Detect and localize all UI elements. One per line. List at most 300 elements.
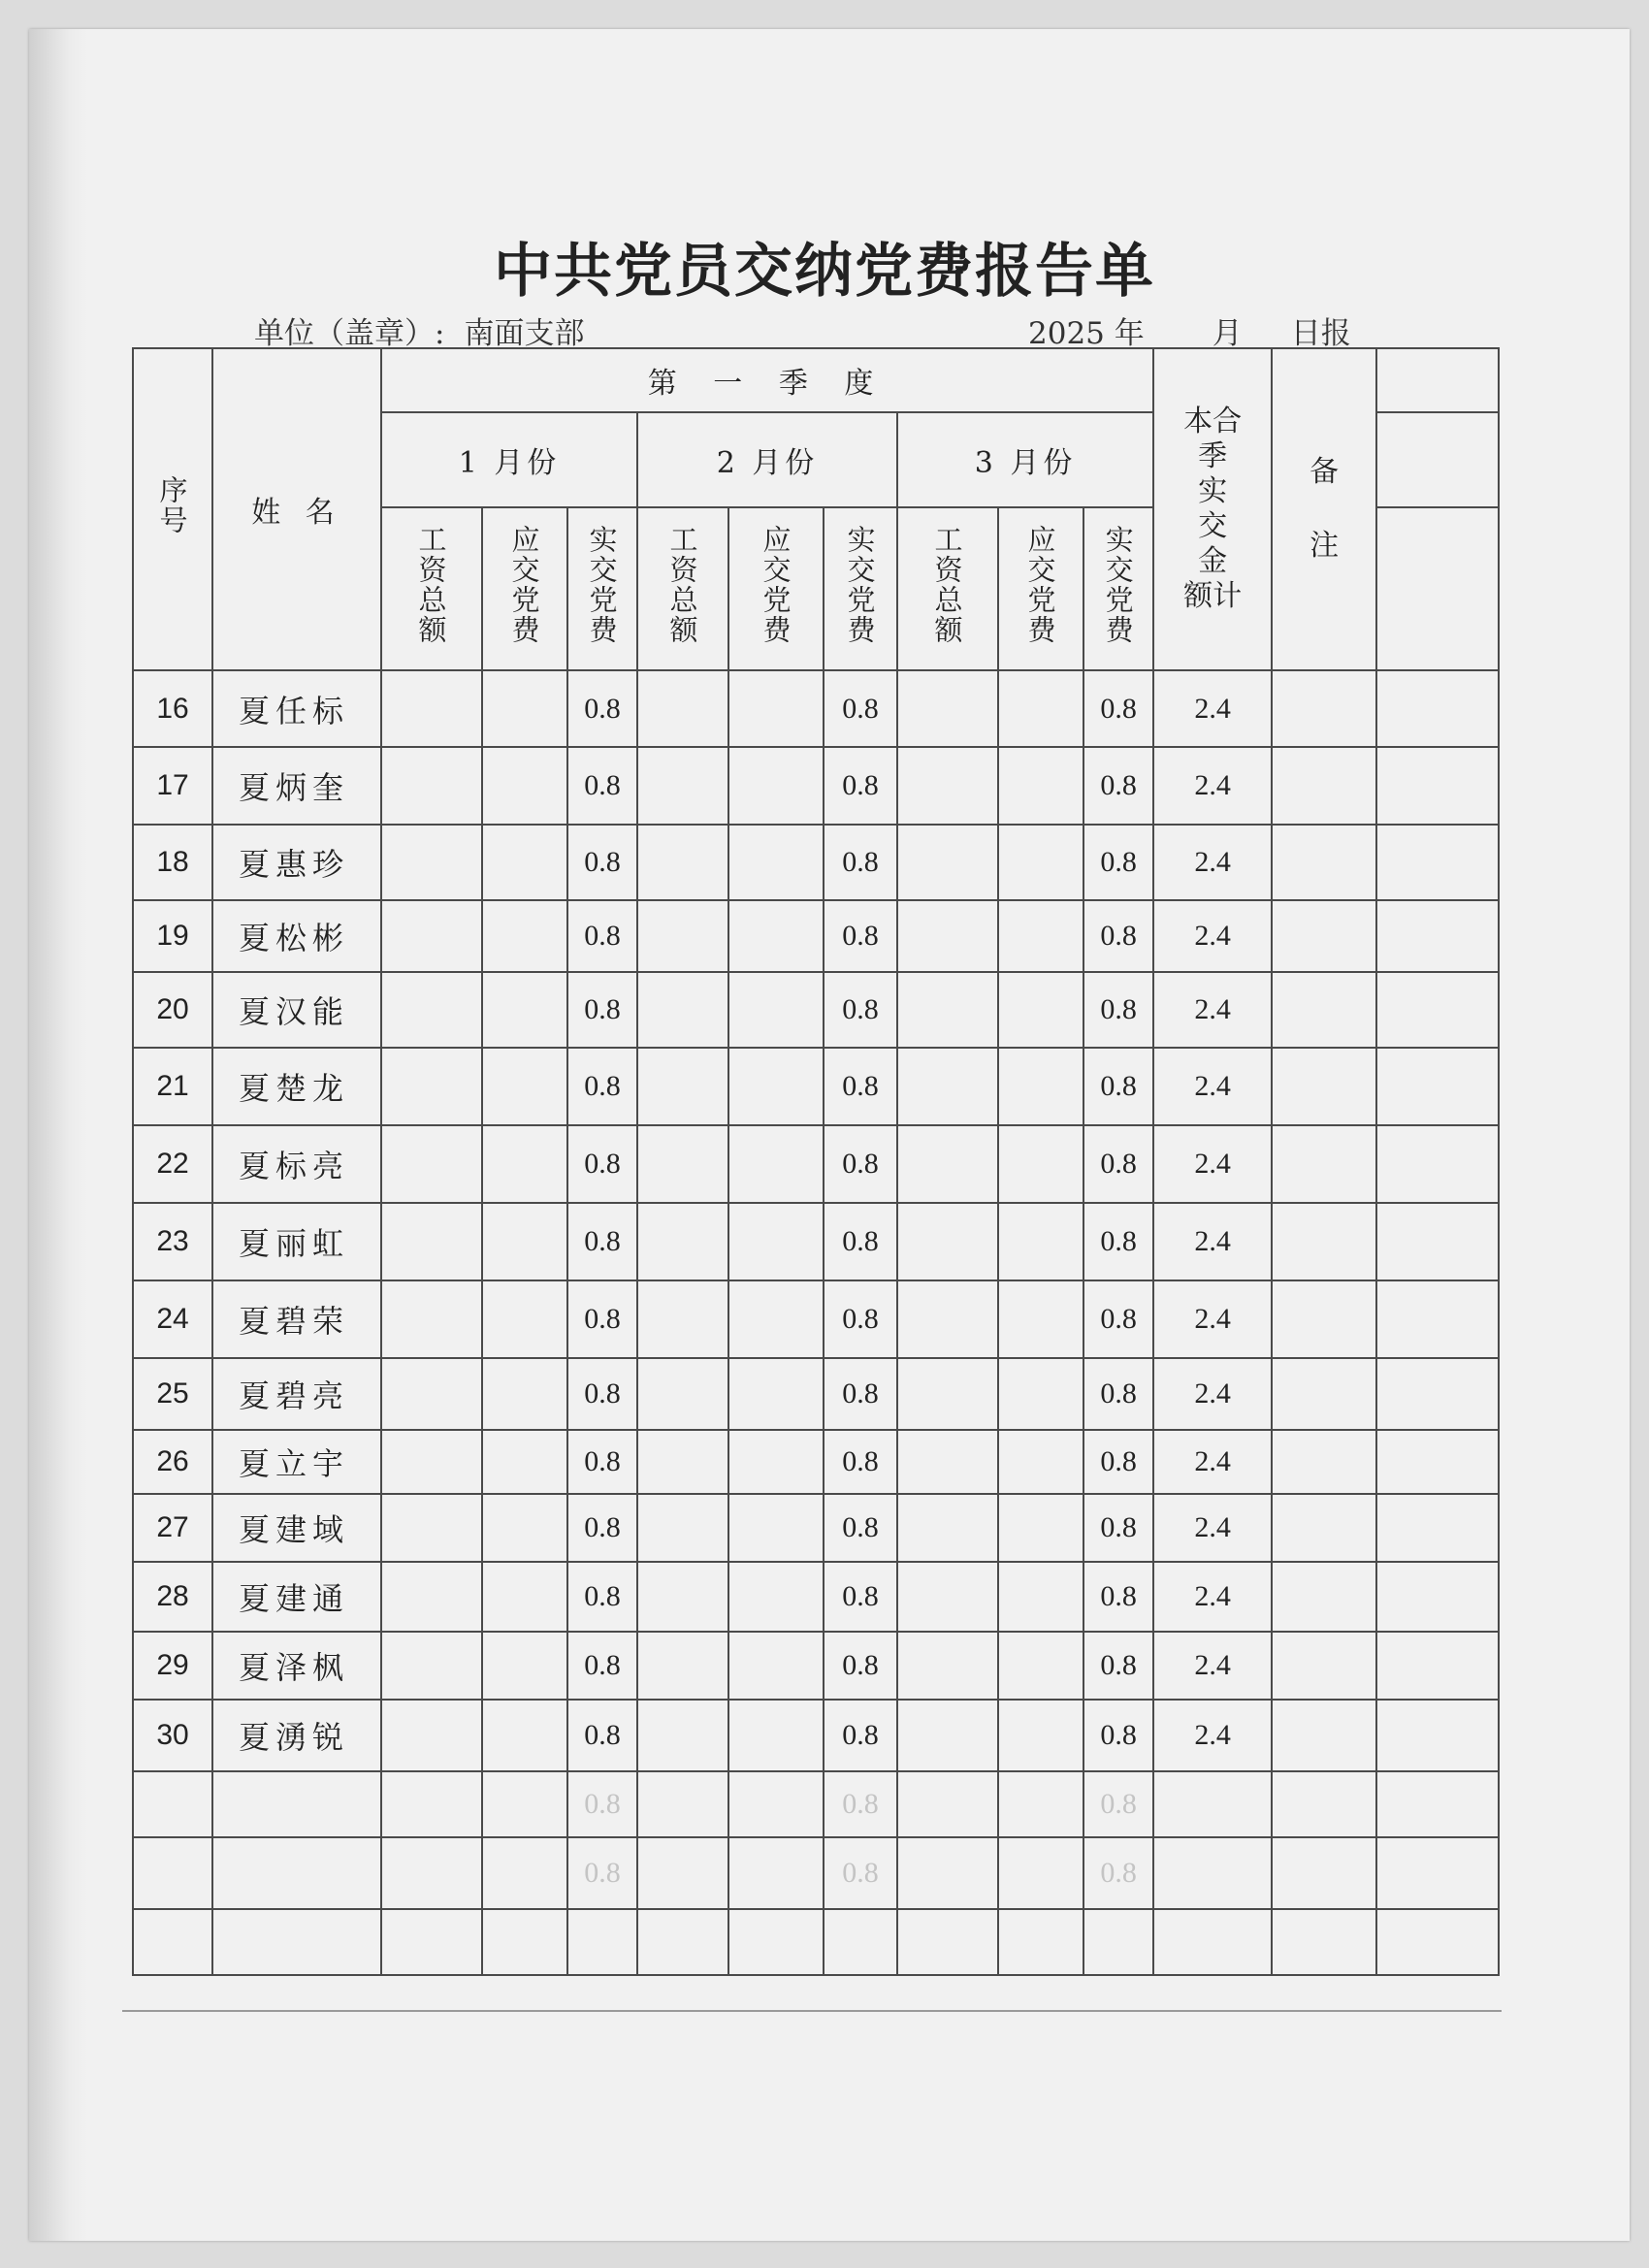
salary-m1 — [381, 1430, 482, 1494]
row-extra — [1376, 972, 1499, 1048]
salary-m3 — [897, 972, 998, 1048]
due-m1 — [482, 1048, 567, 1125]
header-month-1: 1 月份 — [381, 412, 637, 507]
due-m1 — [482, 1632, 567, 1700]
paid-m1: 0.8 — [567, 972, 637, 1048]
due-m2 — [728, 1909, 824, 1975]
due-m3 — [998, 1632, 1083, 1700]
row-remark — [1272, 1048, 1376, 1125]
due-m3 — [998, 1562, 1083, 1632]
row-remark — [1272, 1358, 1376, 1430]
row-index — [133, 1771, 212, 1837]
paid-m1: 0.8 — [567, 1125, 637, 1203]
row-remark — [1272, 825, 1376, 900]
row-remark — [1272, 1494, 1376, 1562]
salary-m2 — [637, 1909, 728, 1975]
salary-m2 — [637, 1837, 728, 1909]
due-m3 — [998, 1700, 1083, 1771]
header-paid-3: 实交党费 — [1083, 507, 1153, 670]
header-remark: 备 注 — [1272, 348, 1376, 670]
salary-m2 — [637, 1430, 728, 1494]
row-total — [1153, 1909, 1272, 1975]
row-remark — [1272, 1280, 1376, 1358]
due-m3 — [998, 1358, 1083, 1430]
row-name: 夏建通 — [212, 1562, 381, 1632]
table-row — [133, 1632, 1499, 1700]
bottom-rule — [122, 2010, 1502, 2012]
salary-m2 — [637, 1632, 728, 1700]
table-row — [133, 747, 1499, 825]
due-m2 — [728, 1203, 824, 1280]
row-total: 2.4 — [1153, 1358, 1272, 1430]
table-row-bleedthrough — [133, 1909, 1499, 1975]
row-extra — [1376, 1203, 1499, 1280]
salary-m1 — [381, 1562, 482, 1632]
paid-m1 — [567, 1909, 637, 1975]
paid-m1: 0.8 — [567, 1280, 637, 1358]
salary-m1 — [381, 1125, 482, 1203]
paid-m3: 0.8 — [1083, 1771, 1153, 1837]
binding-gutter — [29, 29, 87, 2241]
salary-m2 — [637, 1048, 728, 1125]
due-m3 — [998, 1048, 1083, 1125]
row-extra — [1376, 1837, 1499, 1909]
row-remark — [1272, 670, 1376, 747]
row-total: 2.4 — [1153, 900, 1272, 972]
row-extra — [1376, 1771, 1499, 1837]
header-extra-2 — [1376, 412, 1499, 507]
row-extra — [1376, 825, 1499, 900]
row-name: 夏建域 — [212, 1494, 381, 1562]
paid-m3: 0.8 — [1083, 972, 1153, 1048]
row-name: 夏湧锐 — [212, 1700, 381, 1771]
due-m2 — [728, 1280, 824, 1358]
row-name: 夏楚龙 — [212, 1048, 381, 1125]
salary-m1 — [381, 1203, 482, 1280]
paid-m2: 0.8 — [824, 1771, 897, 1837]
table-row-bleedthrough — [133, 1837, 1499, 1909]
header-month-2: 2 月份 — [637, 412, 897, 507]
salary-m3 — [897, 670, 998, 747]
row-name: 夏标亮 — [212, 1125, 381, 1203]
row-remark — [1272, 747, 1376, 825]
due-m2 — [728, 1771, 824, 1837]
row-remark — [1272, 1771, 1376, 1837]
due-m3 — [998, 1280, 1083, 1358]
row-extra — [1376, 1048, 1499, 1125]
salary-m1 — [381, 1358, 482, 1430]
salary-m1 — [381, 1494, 482, 1562]
salary-m3 — [897, 1494, 998, 1562]
salary-m1 — [381, 670, 482, 747]
header-salary-2: 工资总额 — [637, 507, 728, 670]
salary-m3 — [897, 1280, 998, 1358]
due-m1 — [482, 1430, 567, 1494]
paid-m1: 0.8 — [567, 1358, 637, 1430]
table-row — [133, 1125, 1499, 1203]
due-m3 — [998, 1203, 1083, 1280]
paid-m3: 0.8 — [1083, 825, 1153, 900]
due-m3 — [998, 1909, 1083, 1975]
due-m1 — [482, 1125, 567, 1203]
row-extra — [1376, 1125, 1499, 1203]
salary-m2 — [637, 1280, 728, 1358]
table-row — [133, 900, 1499, 972]
row-total: 2.4 — [1153, 1125, 1272, 1203]
due-m3 — [998, 972, 1083, 1048]
salary-m1 — [381, 900, 482, 972]
row-remark — [1272, 1430, 1376, 1494]
due-m2 — [728, 747, 824, 825]
paid-m1: 0.8 — [567, 670, 637, 747]
table-row — [133, 1358, 1499, 1430]
due-m3 — [998, 1771, 1083, 1837]
header-season: 第 一 季 度 — [381, 348, 1153, 412]
row-name: 夏任标 — [212, 670, 381, 747]
row-extra — [1376, 1700, 1499, 1771]
paid-m1: 0.8 — [567, 825, 637, 900]
due-m2 — [728, 1562, 824, 1632]
salary-m2 — [637, 900, 728, 972]
row-index: 16 — [133, 670, 212, 747]
paid-m3 — [1083, 1909, 1153, 1975]
paid-m2: 0.8 — [824, 1430, 897, 1494]
salary-m2 — [637, 1562, 728, 1632]
header-due-3: 应交党费 — [998, 507, 1083, 670]
salary-m3 — [897, 1203, 998, 1280]
salary-m3 — [897, 1700, 998, 1771]
row-index: 30 — [133, 1700, 212, 1771]
salary-m2 — [637, 670, 728, 747]
header-extra-3 — [1376, 507, 1499, 670]
header-salary-1: 工资总额 — [381, 507, 482, 670]
salary-m3 — [897, 1837, 998, 1909]
date-line — [1028, 308, 1351, 352]
row-name: 夏碧荣 — [212, 1280, 381, 1358]
paid-m3: 0.8 — [1083, 1700, 1153, 1771]
row-total: 2.4 — [1153, 1203, 1272, 1280]
paid-m3: 0.8 — [1083, 1837, 1153, 1909]
row-name — [212, 1837, 381, 1909]
salary-m2 — [637, 1358, 728, 1430]
header-due-1: 应交党费 — [482, 507, 567, 670]
row-remark — [1272, 1562, 1376, 1632]
salary-m2 — [637, 747, 728, 825]
row-name: 夏汉能 — [212, 972, 381, 1048]
row-extra — [1376, 1909, 1499, 1975]
salary-m3 — [897, 900, 998, 972]
paid-m2: 0.8 — [824, 1203, 897, 1280]
salary-m3 — [897, 1048, 998, 1125]
paid-m2: 0.8 — [824, 900, 897, 972]
table-row — [133, 972, 1499, 1048]
due-m2 — [728, 1837, 824, 1909]
paid-m3: 0.8 — [1083, 1203, 1153, 1280]
row-name: 夏炳奎 — [212, 747, 381, 825]
row-extra — [1376, 1280, 1499, 1358]
due-m3 — [998, 670, 1083, 747]
due-m1 — [482, 1203, 567, 1280]
salary-m3 — [897, 1125, 998, 1203]
paid-m1: 0.8 — [567, 1203, 637, 1280]
paid-m2: 0.8 — [824, 1048, 897, 1125]
row-remark — [1272, 1632, 1376, 1700]
row-index: 29 — [133, 1632, 212, 1700]
paid-m3: 0.8 — [1083, 747, 1153, 825]
paid-m1: 0.8 — [567, 1494, 637, 1562]
salary-m3 — [897, 1358, 998, 1430]
salary-m1 — [381, 1771, 482, 1837]
due-m1 — [482, 825, 567, 900]
row-index: 24 — [133, 1280, 212, 1358]
due-m1 — [482, 1909, 567, 1975]
paid-m3: 0.8 — [1083, 1632, 1153, 1700]
salary-m3 — [897, 1909, 998, 1975]
row-total: 2.4 — [1153, 1700, 1272, 1771]
table-row — [133, 1494, 1499, 1562]
due-m2 — [728, 1700, 824, 1771]
row-extra — [1376, 670, 1499, 747]
paid-m2: 0.8 — [824, 825, 897, 900]
due-m2 — [728, 825, 824, 900]
salary-m2 — [637, 825, 728, 900]
paid-m3: 0.8 — [1083, 670, 1153, 747]
table-body — [133, 670, 1499, 1975]
paid-m2: 0.8 — [824, 1358, 897, 1430]
date-year: 2025 年 — [1028, 316, 1145, 351]
row-total: 2.4 — [1153, 1562, 1272, 1632]
due-m2 — [728, 1430, 824, 1494]
paid-m1: 0.8 — [567, 1048, 637, 1125]
paid-m3: 0.8 — [1083, 900, 1153, 972]
due-m1 — [482, 972, 567, 1048]
salary-m2 — [637, 972, 728, 1048]
paid-m3: 0.8 — [1083, 1430, 1153, 1494]
salary-m2 — [637, 1494, 728, 1562]
row-total: 2.4 — [1153, 972, 1272, 1048]
row-remark — [1272, 972, 1376, 1048]
row-index: 18 — [133, 825, 212, 900]
paid-m2: 0.8 — [824, 1700, 897, 1771]
paid-m3: 0.8 — [1083, 1280, 1153, 1358]
paid-m2: 0.8 — [824, 972, 897, 1048]
date-month: 月 — [1212, 316, 1243, 351]
row-index: 17 — [133, 747, 212, 825]
row-remark — [1272, 1837, 1376, 1909]
dues-report-table — [132, 347, 1500, 1976]
header-total: 本合 季 实 交 金 额计 — [1153, 348, 1272, 670]
due-m3 — [998, 1837, 1083, 1909]
table-row — [133, 1562, 1499, 1632]
salary-m3 — [897, 1632, 998, 1700]
salary-m2 — [637, 1203, 728, 1280]
row-extra — [1376, 747, 1499, 825]
header-paid-2: 实交党费 — [824, 507, 897, 670]
paid-m2: 0.8 — [824, 1837, 897, 1909]
due-m3 — [998, 900, 1083, 972]
salary-m1 — [381, 1048, 482, 1125]
salary-m3 — [897, 825, 998, 900]
due-m1 — [482, 1771, 567, 1837]
paid-m3: 0.8 — [1083, 1358, 1153, 1430]
salary-m1 — [381, 1632, 482, 1700]
unit-label: 单位（盖章）: — [254, 316, 445, 351]
salary-m1 — [381, 1909, 482, 1975]
row-extra — [1376, 1632, 1499, 1700]
table-row — [133, 1280, 1499, 1358]
due-m3 — [998, 825, 1083, 900]
paid-m1: 0.8 — [567, 900, 637, 972]
table-row — [133, 1430, 1499, 1494]
due-m3 — [998, 1494, 1083, 1562]
row-remark — [1272, 900, 1376, 972]
row-total: 2.4 — [1153, 1430, 1272, 1494]
header-name: 姓 名 — [212, 348, 381, 670]
row-remark — [1272, 1700, 1376, 1771]
salary-m1 — [381, 825, 482, 900]
paid-m2: 0.8 — [824, 1632, 897, 1700]
row-extra — [1376, 1430, 1499, 1494]
salary-m3 — [897, 1771, 998, 1837]
paid-m3: 0.8 — [1083, 1562, 1153, 1632]
row-remark — [1272, 1125, 1376, 1203]
paid-m2: 0.8 — [824, 1494, 897, 1562]
row-name — [212, 1909, 381, 1975]
row-index: 23 — [133, 1203, 212, 1280]
date-day: 日报 — [1290, 316, 1351, 351]
due-m2 — [728, 1048, 824, 1125]
row-extra — [1376, 900, 1499, 972]
paid-m2: 0.8 — [824, 747, 897, 825]
unit-value: 南面支部 — [464, 316, 585, 351]
due-m2 — [728, 972, 824, 1048]
due-m1 — [482, 1700, 567, 1771]
paid-m1: 0.8 — [567, 1700, 637, 1771]
table-row — [133, 670, 1499, 747]
due-m1 — [482, 747, 567, 825]
row-index: 20 — [133, 972, 212, 1048]
row-total: 2.4 — [1153, 825, 1272, 900]
row-index: 26 — [133, 1430, 212, 1494]
paid-m1: 0.8 — [567, 1562, 637, 1632]
table-row-bleedthrough — [133, 1771, 1499, 1837]
row-total: 2.4 — [1153, 1048, 1272, 1125]
row-total: 2.4 — [1153, 670, 1272, 747]
salary-m3 — [897, 1562, 998, 1632]
row-total: 2.4 — [1153, 747, 1272, 825]
table-row — [133, 1203, 1499, 1280]
row-total: 2.4 — [1153, 1632, 1272, 1700]
row-name: 夏立宇 — [212, 1430, 381, 1494]
due-m3 — [998, 1430, 1083, 1494]
row-extra — [1376, 1358, 1499, 1430]
paid-m2 — [824, 1909, 897, 1975]
header-paid-1: 实交党费 — [567, 507, 637, 670]
row-total — [1153, 1837, 1272, 1909]
row-remark — [1272, 1203, 1376, 1280]
paid-m3: 0.8 — [1083, 1125, 1153, 1203]
paid-m2: 0.8 — [824, 1125, 897, 1203]
due-m3 — [998, 747, 1083, 825]
salary-m2 — [637, 1125, 728, 1203]
header-month-3: 3 月份 — [897, 412, 1153, 507]
salary-m3 — [897, 1430, 998, 1494]
due-m1 — [482, 1358, 567, 1430]
due-m1 — [482, 900, 567, 972]
row-index: 28 — [133, 1562, 212, 1632]
row-extra — [1376, 1562, 1499, 1632]
table-row — [133, 1048, 1499, 1125]
row-index — [133, 1909, 212, 1975]
header-due-2: 应交党费 — [728, 507, 824, 670]
due-m2 — [728, 1632, 824, 1700]
paid-m3: 0.8 — [1083, 1048, 1153, 1125]
paid-m1: 0.8 — [567, 747, 637, 825]
row-name — [212, 1771, 381, 1837]
paid-m3: 0.8 — [1083, 1494, 1153, 1562]
unit-line — [254, 308, 584, 352]
paid-m1: 0.8 — [567, 1837, 637, 1909]
due-m1 — [482, 670, 567, 747]
header-salary-3: 工资总额 — [897, 507, 998, 670]
row-index: 22 — [133, 1125, 212, 1203]
due-m2 — [728, 670, 824, 747]
row-total: 2.4 — [1153, 1280, 1272, 1358]
due-m1 — [482, 1280, 567, 1358]
paid-m2: 0.8 — [824, 670, 897, 747]
row-name: 夏惠珍 — [212, 825, 381, 900]
row-index: 27 — [133, 1494, 212, 1562]
row-name: 夏碧亮 — [212, 1358, 381, 1430]
salary-m2 — [637, 1771, 728, 1837]
table-row — [133, 825, 1499, 900]
paid-m2: 0.8 — [824, 1562, 897, 1632]
due-m1 — [482, 1562, 567, 1632]
row-index: 21 — [133, 1048, 212, 1125]
row-name: 夏泽枫 — [212, 1632, 381, 1700]
salary-m1 — [381, 1280, 482, 1358]
table-row — [133, 1700, 1499, 1771]
due-m2 — [728, 1358, 824, 1430]
salary-m1 — [381, 1837, 482, 1909]
row-index: 19 — [133, 900, 212, 972]
row-index: 25 — [133, 1358, 212, 1430]
salary-m3 — [897, 747, 998, 825]
header-index: 序号 — [133, 348, 212, 670]
due-m1 — [482, 1494, 567, 1562]
due-m1 — [482, 1837, 567, 1909]
header-extra-1 — [1376, 348, 1499, 412]
row-total — [1153, 1771, 1272, 1837]
row-total: 2.4 — [1153, 1494, 1272, 1562]
due-m3 — [998, 1125, 1083, 1203]
document-title: 中共党员交纳党费报告单 — [494, 238, 1155, 306]
due-m2 — [728, 1494, 824, 1562]
salary-m1 — [381, 1700, 482, 1771]
row-index — [133, 1837, 212, 1909]
paid-m1: 0.8 — [567, 1430, 637, 1494]
salary-m1 — [381, 747, 482, 825]
row-extra — [1376, 1494, 1499, 1562]
row-name: 夏丽虹 — [212, 1203, 381, 1280]
paid-m2: 0.8 — [824, 1280, 897, 1358]
due-m2 — [728, 900, 824, 972]
row-name: 夏松彬 — [212, 900, 381, 972]
due-m2 — [728, 1125, 824, 1203]
salary-m2 — [637, 1700, 728, 1771]
salary-m1 — [381, 972, 482, 1048]
row-remark — [1272, 1909, 1376, 1975]
